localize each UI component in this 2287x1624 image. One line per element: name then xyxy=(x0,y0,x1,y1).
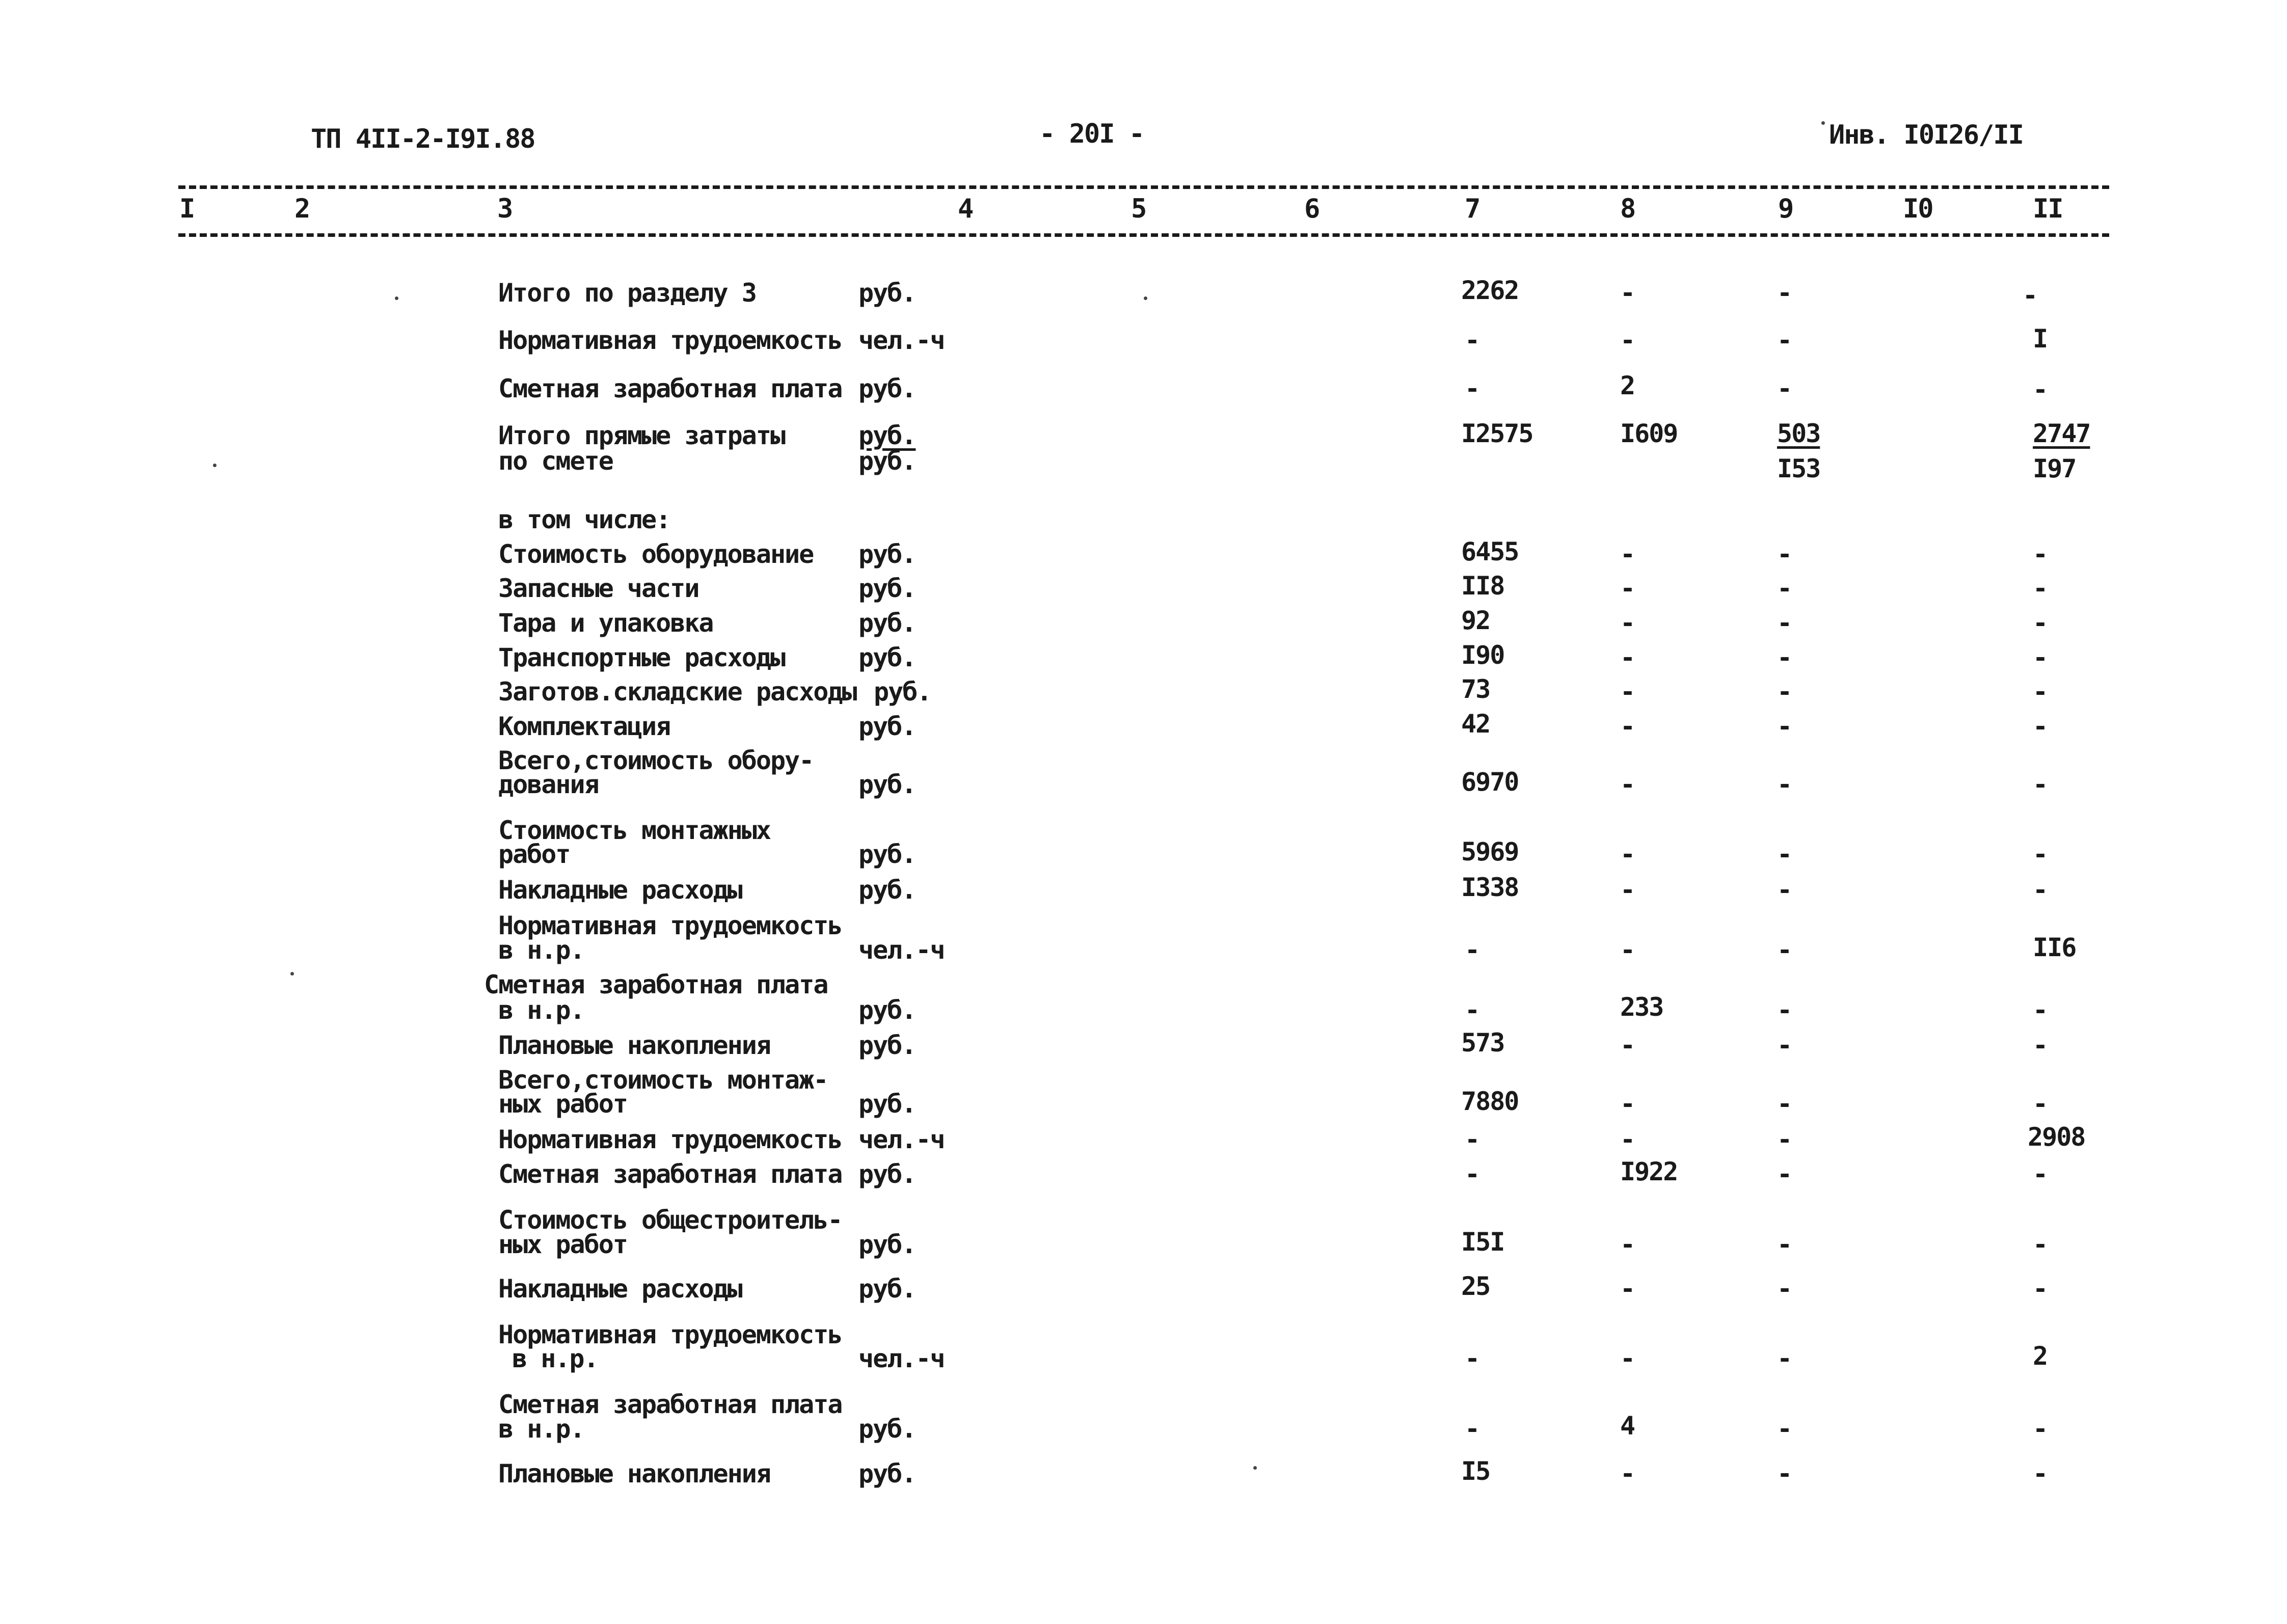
cell-col9: - xyxy=(1777,1459,1792,1488)
cell-col11: - xyxy=(2033,574,2048,603)
cell-col8: - xyxy=(1620,278,1635,308)
row-label: Стоимость монтажных xyxy=(498,816,770,845)
cell-col9: - xyxy=(1777,326,1792,355)
cell-col8: - xyxy=(1620,1089,1635,1119)
cell-col7: II8 xyxy=(1461,571,1504,601)
cell-col9: - xyxy=(1777,712,1792,741)
cell-col7: 42 xyxy=(1461,709,1490,739)
row-unit: руб. xyxy=(858,770,916,799)
row-label-cont: ных работ xyxy=(498,1230,627,1259)
cell-col11: - xyxy=(2023,281,2037,310)
row-label: Накладные расходы xyxy=(498,1274,742,1304)
cell-col8: - xyxy=(1620,608,1635,638)
scan-speck xyxy=(290,972,294,976)
cell-col8: - xyxy=(1620,1274,1635,1304)
section-subheading: в том числе: xyxy=(498,505,670,534)
column-number: 2 xyxy=(294,194,310,224)
row-unit: руб. xyxy=(858,608,916,638)
cell-col9: - xyxy=(1777,574,1792,603)
scan-speck xyxy=(395,296,398,300)
cell-col7: 573 xyxy=(1461,1028,1504,1058)
cell-col7: I5 xyxy=(1461,1456,1490,1486)
row-label-cont: работ xyxy=(498,840,570,869)
cell-col7: - xyxy=(1465,374,1479,403)
doc-code: ТП 4II-2-I9I.88 xyxy=(311,124,535,154)
cell-col11: - xyxy=(2033,840,2048,869)
cell-col9-numerator: 503 xyxy=(1777,419,1820,448)
cell-col7: - xyxy=(1465,995,1479,1025)
row-label: Заготов.складские расходы xyxy=(498,677,856,707)
scan-speck xyxy=(1144,296,1147,300)
column-number: 7 xyxy=(1465,194,1480,224)
cell-col8: - xyxy=(1620,770,1635,799)
row-unit: чел.-ч xyxy=(858,1344,945,1373)
cell-col7: 7880 xyxy=(1461,1087,1519,1116)
row-unit: руб. xyxy=(874,677,931,707)
cell-col7: I90 xyxy=(1461,640,1504,670)
row-label: Всего,стоимость обору- xyxy=(498,746,814,775)
row-label: Тара и упаковка xyxy=(498,608,713,638)
cell-col7: - xyxy=(1465,1414,1479,1444)
cell-col11: - xyxy=(2033,643,2048,672)
cell-col7: 5969 xyxy=(1461,837,1519,867)
row-unit: руб. xyxy=(858,1031,916,1060)
cell-col11: - xyxy=(2033,995,2048,1025)
cell-col11: - xyxy=(2033,1230,2048,1259)
cell-col9: - xyxy=(1777,1159,1792,1189)
row-unit: руб. xyxy=(858,840,916,869)
cell-col9: - xyxy=(1777,770,1792,799)
cell-col7: I2575 xyxy=(1461,419,1533,448)
cell-col8: - xyxy=(1620,712,1635,741)
cell-col7: I5I xyxy=(1461,1227,1504,1257)
row-unit: руб. xyxy=(858,574,916,603)
column-number: 9 xyxy=(1778,194,1793,224)
cell-col8: - xyxy=(1620,643,1635,672)
cell-col8: - xyxy=(1620,875,1635,905)
column-number: I xyxy=(179,194,195,224)
row-label-cont: ных работ xyxy=(498,1089,627,1119)
row-unit: руб. xyxy=(858,421,916,450)
cell-col11: - xyxy=(2033,1159,2048,1189)
row-label: Плановые накопления xyxy=(498,1459,770,1488)
cell-col8: - xyxy=(1620,935,1635,965)
cell-col11: II6 xyxy=(2033,933,2076,962)
cell-col9: - xyxy=(1777,1031,1792,1060)
cell-col8: 4 xyxy=(1620,1411,1635,1441)
row-label: Нормативная трудоемкость xyxy=(498,326,842,355)
row-label: Итого по разделу 3 xyxy=(498,278,756,308)
cell-col11: - xyxy=(2033,770,2048,799)
cell-col11: 2908 xyxy=(2028,1122,2085,1152)
cell-col7: 73 xyxy=(1461,674,1490,704)
cell-col8: - xyxy=(1620,1031,1635,1060)
cell-col8: - xyxy=(1620,840,1635,869)
row-label: Плановые накопления xyxy=(498,1031,770,1060)
cell-col11: - xyxy=(2033,1459,2048,1488)
cell-col11: - xyxy=(2033,875,2048,905)
inventory-number: Инв. I0I26/II xyxy=(1829,120,2023,150)
cell-col8: - xyxy=(1620,1344,1635,1373)
row-unit: руб. xyxy=(858,1159,916,1189)
row-label-cont: в н.р. xyxy=(498,935,584,965)
row-label: Стоимость оборудование xyxy=(498,539,814,569)
row-unit: руб. xyxy=(858,539,916,569)
row-label-cont: в н.р. xyxy=(498,1414,584,1444)
cell-col9: - xyxy=(1777,1089,1792,1119)
cell-col9: - xyxy=(1777,1414,1792,1444)
row-unit: руб. xyxy=(858,875,916,905)
column-header-bottom-rule xyxy=(178,233,2109,237)
cell-col7: I338 xyxy=(1461,873,1519,902)
cell-col7: - xyxy=(1465,326,1479,355)
row-unit: чел.-ч xyxy=(858,1125,945,1154)
cell-col11: - xyxy=(2033,1031,2048,1060)
row-label-cont: в н.р. xyxy=(512,1344,598,1373)
cell-col11: - xyxy=(2033,375,2048,404)
column-number: I0 xyxy=(1903,194,1933,224)
scan-speck xyxy=(1253,1466,1257,1470)
row-label: Итого прямые затраты xyxy=(498,421,785,450)
cell-col11: I xyxy=(2033,324,2048,354)
cell-col7: - xyxy=(1465,935,1479,965)
cell-col9: - xyxy=(1777,1125,1792,1154)
row-unit: чел.-ч xyxy=(858,326,945,355)
cell-col7: 92 xyxy=(1461,606,1490,635)
cell-col11-denominator: I97 xyxy=(2033,454,2076,483)
row-label: Сметная заработная плата xyxy=(498,1159,842,1189)
row-unit: чел.-ч xyxy=(858,935,945,965)
cell-col8: - xyxy=(1620,1125,1635,1154)
row-unit-cont: руб. xyxy=(858,446,916,476)
cell-col11: - xyxy=(2033,1414,2048,1444)
cell-col9: - xyxy=(1777,374,1792,403)
scan-speck xyxy=(213,464,217,467)
row-unit: руб. xyxy=(858,712,916,741)
cell-col11: - xyxy=(2033,539,2048,569)
cell-col9: - xyxy=(1777,677,1792,707)
cell-col9: - xyxy=(1777,995,1792,1025)
page-number: - 20I - xyxy=(1039,119,1144,149)
row-label: Сметная заработная плата xyxy=(484,970,828,999)
cell-col8: - xyxy=(1620,326,1635,355)
row-label: Нормативная трудоемкость xyxy=(498,911,842,940)
cell-col9: - xyxy=(1777,1230,1792,1259)
row-unit: руб. xyxy=(858,1230,916,1259)
cell-col8: - xyxy=(1620,1459,1635,1488)
row-label: Всего,стоимость монтаж- xyxy=(498,1065,828,1095)
row-unit: руб. xyxy=(858,278,916,308)
cell-col11: - xyxy=(2033,677,2048,707)
row-label: Транспортные расходы xyxy=(498,643,785,672)
column-header-top-rule xyxy=(178,185,2109,189)
cell-col11: - xyxy=(2033,1274,2048,1304)
cell-col9: - xyxy=(1777,608,1792,638)
cell-col8: 233 xyxy=(1620,992,1663,1022)
cell-col8: - xyxy=(1620,1230,1635,1259)
cell-col9: - xyxy=(1777,539,1792,569)
column-number: 8 xyxy=(1620,194,1635,224)
row-unit: руб. xyxy=(858,1274,916,1304)
cell-col8: I922 xyxy=(1620,1157,1678,1186)
row-label: Нормативная трудоемкость xyxy=(498,1320,842,1349)
cell-col7: - xyxy=(1465,1125,1479,1154)
column-number: 6 xyxy=(1304,194,1320,224)
cell-col7: 2262 xyxy=(1461,276,1519,305)
cell-col7: - xyxy=(1465,1344,1479,1373)
cell-col8: - xyxy=(1620,539,1635,569)
row-unit: руб. xyxy=(858,995,916,1025)
cell-col9: - xyxy=(1777,1274,1792,1304)
column-number: 5 xyxy=(1131,194,1146,224)
row-unit: руб. xyxy=(858,643,916,672)
row-unit: руб. xyxy=(858,1414,916,1444)
column-number: 3 xyxy=(497,194,513,224)
row-unit: руб. xyxy=(858,1089,916,1119)
cell-col11: - xyxy=(2033,608,2048,638)
cell-col8: - xyxy=(1620,677,1635,707)
cell-col11: 2 xyxy=(2033,1341,2048,1371)
cell-col9: - xyxy=(1777,840,1792,869)
cell-col7: 25 xyxy=(1461,1271,1490,1301)
cell-col9: - xyxy=(1777,1344,1792,1373)
cell-col9: - xyxy=(1777,643,1792,672)
cell-col9: - xyxy=(1777,935,1792,965)
cell-col9-denominator: I53 xyxy=(1777,454,1820,483)
row-unit: руб. xyxy=(858,1459,916,1488)
cell-col7: - xyxy=(1465,1159,1479,1189)
cell-col7: 6455 xyxy=(1461,537,1519,566)
row-label-cont: дования xyxy=(498,770,599,799)
cell-col11: - xyxy=(2033,712,2048,741)
row-label: Сметная заработная плата xyxy=(498,1390,842,1419)
row-label: Запасные части xyxy=(498,574,699,603)
cell-col8: - xyxy=(1620,574,1635,603)
column-number: II xyxy=(2033,194,2063,224)
row-label: Комплектация xyxy=(498,712,670,741)
row-label-cont: в н.р. xyxy=(498,995,584,1025)
row-label: Сметная заработная плата xyxy=(498,374,842,403)
row-label: Накладные расходы xyxy=(498,875,742,905)
cell-col11: - xyxy=(2033,1089,2048,1119)
cell-col8: 2 xyxy=(1620,371,1635,400)
cell-col8: I609 xyxy=(1620,419,1678,448)
row-label: Стоимость общестроитель- xyxy=(498,1205,842,1235)
scan-speck xyxy=(1821,121,1825,125)
cell-col7: 6970 xyxy=(1461,767,1519,797)
row-unit: руб. xyxy=(858,374,916,403)
cell-col9: - xyxy=(1777,875,1792,905)
column-number: 4 xyxy=(958,194,973,224)
cell-col11-numerator: 2747 xyxy=(2033,419,2090,448)
cell-col9: - xyxy=(1777,278,1792,308)
row-label: Нормативная трудоемкость xyxy=(498,1125,842,1154)
row-label-cont: по смете xyxy=(498,446,613,476)
